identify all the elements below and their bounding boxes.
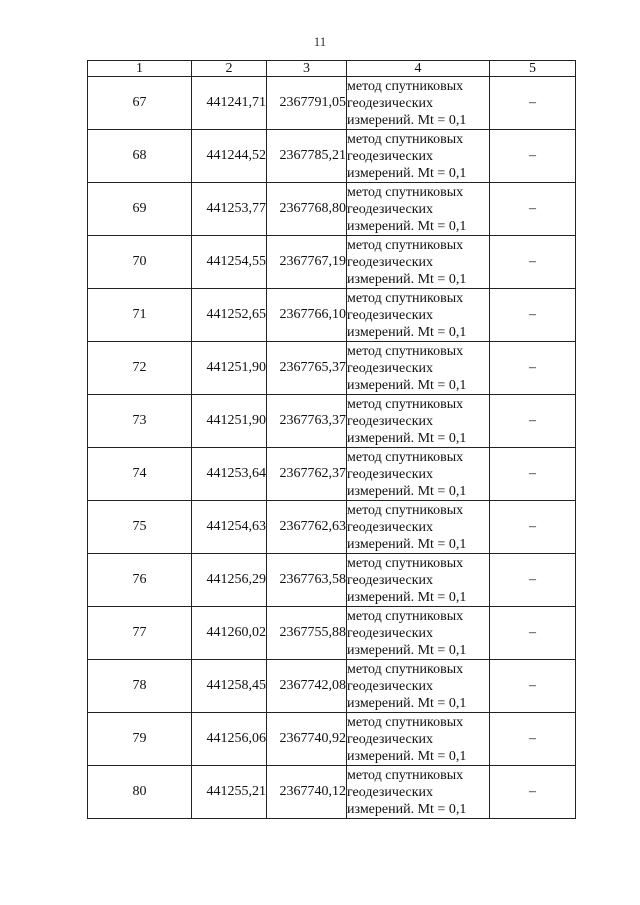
y-coordinate-cell: 2367765,37	[267, 342, 347, 395]
method-line: метод спутниковых	[347, 555, 464, 571]
coordinates-table	[87, 60, 576, 819]
point-number-cell: 79	[88, 713, 192, 766]
method-line: геодезических	[347, 572, 434, 588]
method-line: измерений. Mt = 0,1	[347, 801, 467, 817]
note-cell: –	[490, 554, 576, 607]
method-line: геодезических	[347, 148, 434, 164]
y-coordinate-cell: 2367755,88	[267, 607, 347, 660]
table-row	[88, 554, 576, 607]
method-cell	[347, 607, 490, 660]
method-line: измерений. Mt = 0,1	[347, 695, 467, 711]
method-line: метод спутниковых	[347, 449, 464, 465]
method-line: геодезических	[347, 678, 434, 694]
method-cell	[347, 448, 490, 501]
method-line: геодезических	[347, 784, 434, 800]
header-col-2: 2	[192, 61, 267, 77]
method-line: измерений. Mt = 0,1	[347, 218, 467, 234]
x-coordinate-cell: 441256,06	[192, 713, 267, 766]
method-line: измерений. Mt = 0,1	[347, 165, 467, 181]
method-line: метод спутниковых	[347, 608, 464, 624]
method-line: измерений. Mt = 0,1	[347, 112, 467, 128]
header-col-1: 1	[88, 61, 192, 77]
table-row	[88, 660, 576, 713]
method-line: измерений. Mt = 0,1	[347, 483, 467, 499]
method-cell	[347, 289, 490, 342]
method-cell	[347, 501, 490, 554]
point-number-cell: 77	[88, 607, 192, 660]
point-number-cell: 76	[88, 554, 192, 607]
note-cell: –	[490, 289, 576, 342]
x-coordinate-cell: 441254,63	[192, 501, 267, 554]
y-coordinate-cell: 2367767,19	[267, 236, 347, 289]
method-line: геодезических	[347, 95, 434, 111]
y-coordinate-cell: 2367766,10	[267, 289, 347, 342]
x-coordinate-cell: 441241,71	[192, 77, 267, 130]
method-cell	[347, 766, 490, 819]
x-coordinate-cell: 441253,64	[192, 448, 267, 501]
method-line: геодезических	[347, 254, 434, 270]
note-cell: –	[490, 448, 576, 501]
x-coordinate-cell: 441254,55	[192, 236, 267, 289]
method-line: метод спутниковых	[347, 661, 464, 677]
table-row	[88, 448, 576, 501]
method-line: измерений. Mt = 0,1	[347, 642, 467, 658]
method-line: геодезических	[347, 307, 434, 323]
note-cell: –	[490, 395, 576, 448]
table-row	[88, 289, 576, 342]
point-number-cell: 74	[88, 448, 192, 501]
table-row	[88, 395, 576, 448]
y-coordinate-cell: 2367763,58	[267, 554, 347, 607]
method-cell	[347, 395, 490, 448]
note-cell: –	[490, 130, 576, 183]
y-coordinate-cell: 2367791,05	[267, 77, 347, 130]
method-cell	[347, 130, 490, 183]
method-line: измерений. Mt = 0,1	[347, 271, 467, 287]
note-cell: –	[490, 713, 576, 766]
y-coordinate-cell: 2367763,37	[267, 395, 347, 448]
method-line: метод спутниковых	[347, 78, 464, 94]
method-line: геодезических	[347, 360, 434, 376]
method-line: измерений. Mt = 0,1	[347, 589, 467, 605]
point-number-cell: 71	[88, 289, 192, 342]
method-line: геодезических	[347, 625, 434, 641]
point-number-cell: 75	[88, 501, 192, 554]
y-coordinate-cell: 2367762,37	[267, 448, 347, 501]
table-row	[88, 183, 576, 236]
note-cell: –	[490, 342, 576, 395]
x-coordinate-cell: 441251,90	[192, 342, 267, 395]
y-coordinate-cell: 2367762,63	[267, 501, 347, 554]
table-row	[88, 766, 576, 819]
point-number-cell: 80	[88, 766, 192, 819]
point-number-cell: 73	[88, 395, 192, 448]
method-cell	[347, 660, 490, 713]
point-number-cell: 67	[88, 77, 192, 130]
method-line: измерений. Mt = 0,1	[347, 377, 467, 393]
x-coordinate-cell: 441256,29	[192, 554, 267, 607]
method-cell	[347, 713, 490, 766]
method-line: измерений. Mt = 0,1	[347, 430, 467, 446]
method-line: метод спутниковых	[347, 767, 464, 783]
header-col-4: 4	[347, 61, 490, 77]
y-coordinate-cell: 2367740,12	[267, 766, 347, 819]
x-coordinate-cell: 441255,21	[192, 766, 267, 819]
y-coordinate-cell: 2367768,80	[267, 183, 347, 236]
x-coordinate-cell: 441251,90	[192, 395, 267, 448]
header-row	[88, 61, 576, 77]
note-cell: –	[490, 501, 576, 554]
y-coordinate-cell: 2367785,21	[267, 130, 347, 183]
header-col-5: 5	[490, 61, 576, 77]
point-number-cell: 68	[88, 130, 192, 183]
method-cell	[347, 342, 490, 395]
method-line: метод спутниковых	[347, 396, 464, 412]
y-coordinate-cell: 2367742,08	[267, 660, 347, 713]
point-number-cell: 78	[88, 660, 192, 713]
method-line: геодезических	[347, 519, 434, 535]
note-cell: –	[490, 183, 576, 236]
method-line: измерений. Mt = 0,1	[347, 748, 467, 764]
method-cell	[347, 183, 490, 236]
note-cell: –	[490, 607, 576, 660]
table-row	[88, 130, 576, 183]
point-number-cell: 69	[88, 183, 192, 236]
page-number: 11	[313, 34, 327, 49]
method-line: геодезических	[347, 731, 434, 747]
table-row	[88, 607, 576, 660]
x-coordinate-cell: 441253,77	[192, 183, 267, 236]
method-line: геодезических	[347, 201, 434, 217]
method-line: измерений. Mt = 0,1	[347, 324, 467, 340]
header-col-3: 3	[267, 61, 347, 77]
method-cell	[347, 554, 490, 607]
note-cell: –	[490, 660, 576, 713]
table-row	[88, 236, 576, 289]
x-coordinate-cell: 441244,52	[192, 130, 267, 183]
method-line: измерений. Mt = 0,1	[347, 536, 467, 552]
table-row	[88, 342, 576, 395]
method-line: геодезических	[347, 413, 434, 429]
method-line: метод спутниковых	[347, 502, 464, 518]
y-coordinate-cell: 2367740,92	[267, 713, 347, 766]
method-line: метод спутниковых	[347, 237, 464, 253]
note-cell: –	[490, 236, 576, 289]
x-coordinate-cell: 441258,45	[192, 660, 267, 713]
table-header	[88, 61, 576, 77]
note-cell: –	[490, 766, 576, 819]
method-cell	[347, 77, 490, 130]
method-line: метод спутниковых	[347, 290, 464, 306]
method-line: метод спутниковых	[347, 714, 464, 730]
table-body	[88, 77, 576, 819]
method-line: метод спутниковых	[347, 343, 464, 359]
x-coordinate-cell: 441252,65	[192, 289, 267, 342]
method-cell	[347, 236, 490, 289]
note-cell: –	[490, 77, 576, 130]
method-line: метод спутниковых	[347, 131, 464, 147]
table-row	[88, 713, 576, 766]
table-row	[88, 77, 576, 130]
point-number-cell: 72	[88, 342, 192, 395]
point-number-cell: 70	[88, 236, 192, 289]
method-line: геодезических	[347, 466, 434, 482]
x-coordinate-cell: 441260,02	[192, 607, 267, 660]
table-row	[88, 501, 576, 554]
method-line: метод спутниковых	[347, 184, 464, 200]
